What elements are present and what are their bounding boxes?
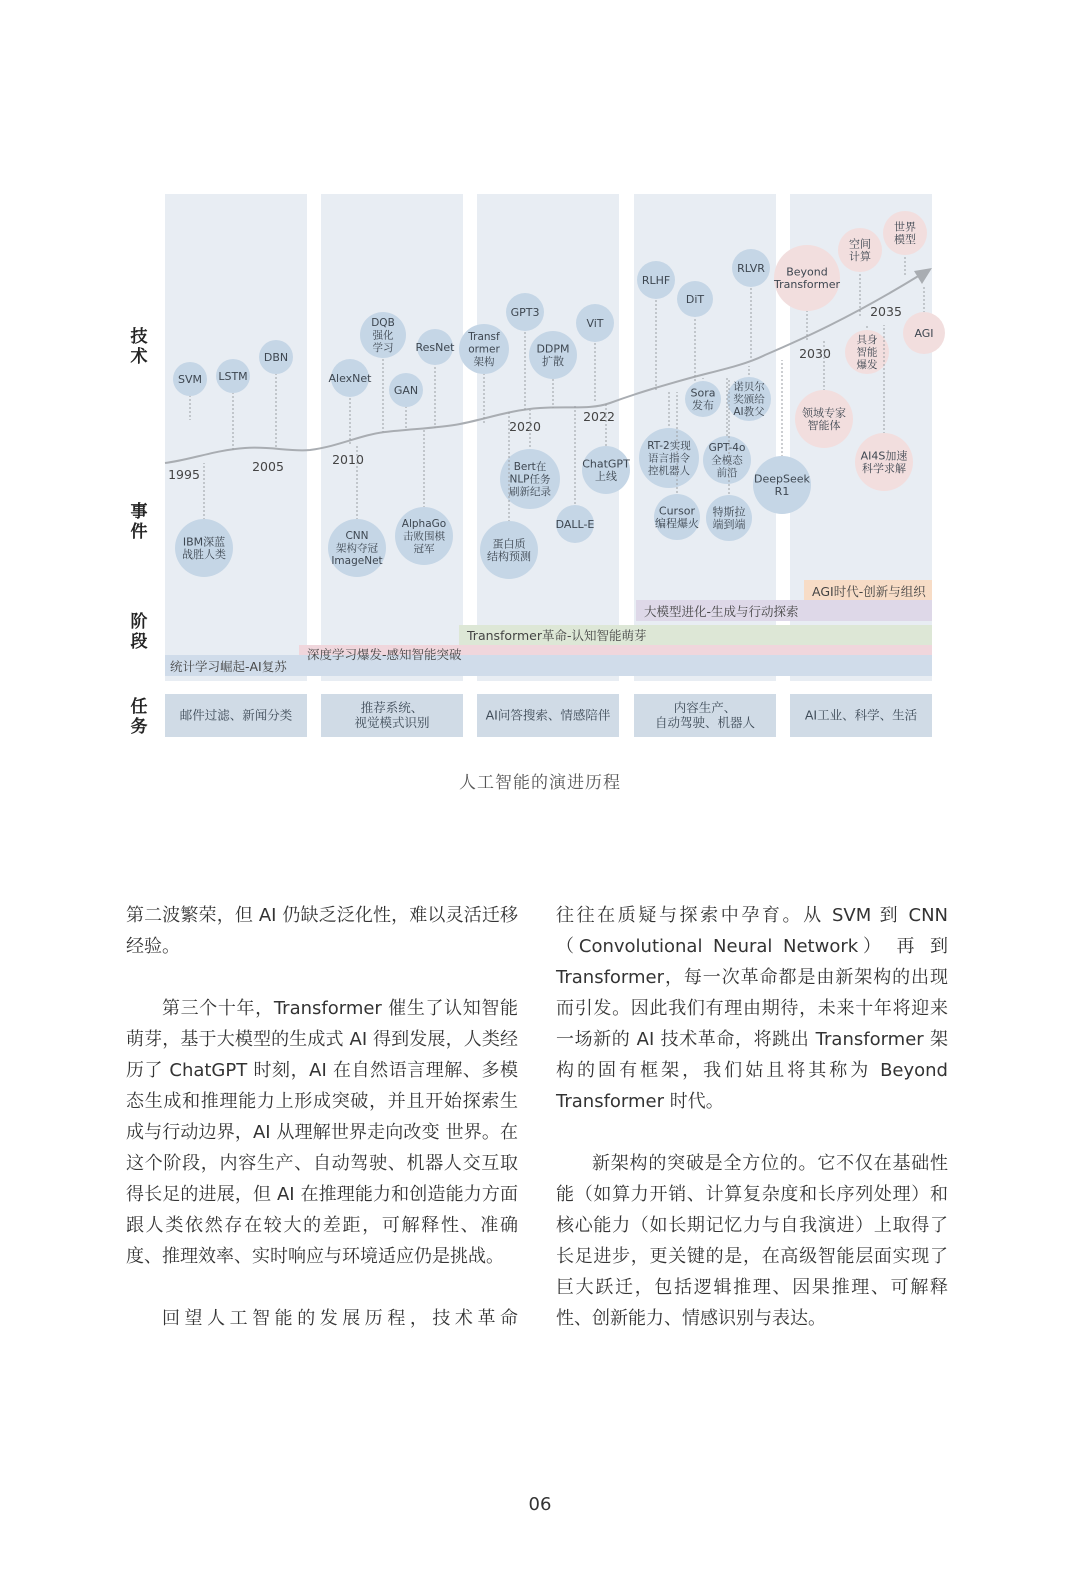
task-label-line: AI工业、科学、生活: [804, 707, 918, 723]
stage-label: 大模型进化-生成与行动探索: [644, 604, 799, 619]
event-node-label-line: IBM深蓝: [182, 535, 226, 549]
technology-node-label-line: 强化: [372, 329, 394, 342]
event-node-label-line: NLP任务: [509, 473, 551, 486]
technology-node-label: [857, 334, 878, 371]
task-label: [354, 700, 429, 730]
technology-node-label: [691, 387, 716, 413]
event-node-label-line: 编程爆火: [655, 517, 699, 531]
technology-node-label-line: 具身: [856, 334, 878, 347]
row-label: 任: [130, 697, 148, 717]
event-node-label-line: 上线: [595, 470, 617, 484]
technology-node-label-line: 扩散: [542, 355, 564, 369]
technology-node-label-line: 空间: [849, 237, 871, 251]
technology-node-label-line: GPT3: [510, 305, 540, 319]
year-label: 2022: [583, 409, 615, 424]
paragraph: 第二波繁荣，但 AI 仍缺乏泛化性，难以灵活迁移经验。: [126, 905, 518, 957]
event-node-label-line: Bert在: [513, 461, 547, 474]
task-label-line: 内容生产、: [673, 699, 737, 715]
row-label: 务: [130, 717, 148, 737]
event-node-label-line: 冠军: [413, 543, 435, 556]
event-node-label-line: 特斯拉: [712, 505, 746, 519]
column-background: [321, 194, 463, 681]
technology-node-label-line: Transformer: [773, 278, 841, 292]
event-node-label-line: AlphaGo: [401, 518, 447, 531]
technology-node-label-line: 模型: [894, 233, 916, 247]
technology-node-label-line: DiT: [685, 292, 705, 306]
technology-node-label-line: 架构: [473, 356, 495, 369]
task-label-line: 自动驾驶、机器人: [654, 714, 756, 730]
ai-evolution-figure: [0, 0, 1080, 760]
event-node-label-line: AI4S加速: [860, 449, 908, 463]
event-node-label-line: 智能体: [807, 419, 841, 433]
year-label: 2005: [252, 459, 284, 474]
task-label: [486, 707, 611, 722]
row-label: 件: [130, 522, 148, 542]
paragraph: 往往在质疑与探索中孕育。从 SVM 到 CNN（Convolutional Neural Network） 再 到Transformer，每一次革命都是由新架构的出现而引发。因此我们有理由期待，未来十年将迎来一场新的 AI 技术革命，将跳出 Transformer 架构的固有框架，我们姑且将其称为 Beyond Transformer 时代。: [556, 905, 948, 1112]
technology-node-label-line: DQB: [371, 317, 395, 330]
row-label: 事: [130, 502, 148, 522]
event-node-label: [487, 537, 531, 564]
technology-node-label-line: AlexNet: [328, 371, 372, 385]
event-node-label-line: 刷新纪录: [509, 486, 551, 499]
figure-caption: 人工智能的演进历程: [459, 773, 621, 793]
column-background: [477, 194, 619, 681]
right-text-column: [556, 900, 948, 1365]
event-node-label-line: RT-2实现: [647, 440, 691, 453]
technology-node-label: [329, 372, 373, 385]
stage-label: Transformer革命-认知智能萌芽: [467, 628, 647, 643]
event-node-label-line: 架构夺冠: [336, 542, 378, 555]
event-node-label-line: CNN: [345, 530, 369, 543]
task-label-line: 邮件过滤、新闻分类: [179, 707, 293, 723]
technology-node-label-line: LSTM: [218, 369, 248, 383]
event-node-label-line: ImageNet: [331, 555, 383, 568]
event-node-label-line: 领域专家: [802, 406, 846, 420]
technology-node-label-line: DBN: [263, 350, 289, 364]
event-node-label: [655, 505, 699, 531]
event-node-label: [802, 406, 846, 433]
stage-label: 统计学习崛起-AI复苏: [170, 659, 287, 674]
row-label: 技: [130, 327, 148, 347]
column-background: [165, 194, 307, 681]
paragraph: 回望人工智能的发展历程，技术革命: [162, 1308, 518, 1329]
event-node-label-line: DeepSeek: [754, 472, 810, 486]
event-node-label-line: GPT-4o: [708, 442, 746, 455]
technology-node-label: [416, 341, 456, 354]
technology-node-label: [511, 306, 540, 319]
year-label: 2020: [509, 419, 541, 434]
technology-node-label-line: 计算: [849, 250, 871, 264]
task-label-line: AI问答搜索、情感陪伴: [485, 707, 611, 723]
event-node-label: [182, 535, 226, 562]
event-node-label-line: 击败围棋: [403, 530, 445, 543]
event-node-label-line: 战胜人类: [182, 548, 226, 562]
technology-node-label: [264, 351, 288, 364]
technology-node-label: [394, 384, 418, 397]
technology-node-label: [642, 274, 670, 287]
technology-node-label-line: ResNet: [415, 340, 455, 354]
event-node-label: [556, 518, 595, 531]
technology-node-label-line: 爆发: [856, 359, 878, 372]
row-label: 术: [130, 347, 148, 367]
technology-node-label: [178, 373, 202, 386]
technology-node-label-line: 学习: [372, 342, 394, 355]
event-node-label: [647, 440, 691, 477]
technology-node-label-line: RLHF: [641, 273, 671, 287]
event-node-label: [861, 449, 908, 476]
task-label-line: 视觉模式识别: [354, 714, 430, 730]
technology-node-label: [737, 262, 765, 275]
technology-node-label-line: Beyond: [786, 265, 828, 279]
technology-node-label-line: 世界: [894, 220, 916, 234]
technology-node-label-line: Sora: [690, 386, 716, 400]
event-node-label-line: 蛋白质: [492, 537, 526, 551]
technology-node-label: [914, 327, 933, 340]
technology-node-label-line: 智能: [856, 346, 878, 359]
year-label: 2010: [332, 452, 364, 467]
technology-node-label-line: AGI: [914, 326, 934, 340]
paragraph: 新架构的突破是全方位的。它不仅在基础性能（如算力开销、计算复杂度和长序列处理）和核心能力（如长期记忆力与自我演进）上取得了长足进步，更关键的是，在高级智能层面实现了巨大跃迁，包括逻辑推理、因果推理、可解释性、创新能力、情感识别与表达。: [556, 1153, 948, 1329]
technology-node-label: [371, 317, 395, 354]
technology-node-label: [218, 370, 247, 383]
event-node-label-line: ChatGPT: [582, 457, 630, 471]
stage-label: AGI时代-创新与组织: [812, 584, 926, 599]
technology-node-label-line: GAN: [393, 383, 419, 397]
technology-node-label-line: RLVR: [737, 261, 765, 275]
year-label: 1995: [168, 467, 200, 482]
event-node-label-line: 控机器人: [648, 465, 690, 478]
event-node-label-line: 端到端: [712, 518, 746, 532]
stage-label: 深度学习爆发-感知智能突破: [307, 647, 462, 662]
event-node-label-line: 语言指令: [648, 452, 690, 465]
technology-node-label: [686, 293, 705, 306]
year-label: 2030: [799, 346, 831, 361]
row-label: 阶: [130, 612, 148, 632]
technology-node-label-line: ViT: [586, 316, 604, 330]
technology-node-label: [849, 237, 871, 264]
task-label: [180, 707, 293, 722]
task-label-line: 推荐系统、: [360, 699, 424, 715]
technology-node-label: [586, 317, 603, 330]
event-node-label: [713, 505, 746, 532]
page-number: 06: [528, 1494, 552, 1515]
technology-node-label-line: AI教父: [733, 406, 765, 419]
event-node-label-line: 科学求解: [862, 462, 906, 476]
event-node-label: [509, 460, 551, 498]
technology-node-label-line: 诺贝尔: [733, 381, 765, 394]
event-node-label-line: R1: [774, 485, 790, 499]
technology-node-label-line: ormer: [468, 343, 500, 356]
task-label: [805, 707, 918, 722]
event-node-label-line: 前沿: [716, 467, 738, 480]
year-label: 2035: [870, 304, 902, 319]
paragraph: 第三个十年，Transformer 催生了认知智能萌芽，基于大模型的生成式 AI 得到发展，人类经历了 ChatGPT 时刻，AI 在自然语言理解、多模态生成和推理能力上形成突破，并且开始探索生成与行动边界，AI 从理解世界走向改变 世界。在这个阶段，内容生产、自动驾驶、机器人交互取得长足的进展，但 AI 在推理能力和创造能力方面跟人类依然存在较大的差距，可解释性、准确度、推理效率、实时响应与环境适应仍是挑战。: [126, 998, 518, 1267]
technology-node-label: [733, 380, 765, 418]
event-node-label-line: DALL-E: [555, 517, 595, 531]
event-node-label-line: Cursor: [658, 504, 696, 518]
event-node-label-line: 结构预测: [487, 550, 531, 564]
event-node-label-line: 全模态: [711, 454, 743, 467]
technology-node-label-line: Transf: [468, 331, 500, 344]
technology-node-label-line: DDPM: [536, 342, 570, 356]
technology-node-label-line: 奖颁给: [733, 393, 765, 406]
technology-node-label-line: SVM: [178, 372, 202, 386]
technology-node-label: [894, 220, 916, 247]
stage-bar-pad: [165, 666, 932, 681]
left-text-column: [126, 900, 518, 1365]
row-label: 段: [130, 632, 148, 652]
technology-node-label-line: 发布: [692, 399, 714, 413]
